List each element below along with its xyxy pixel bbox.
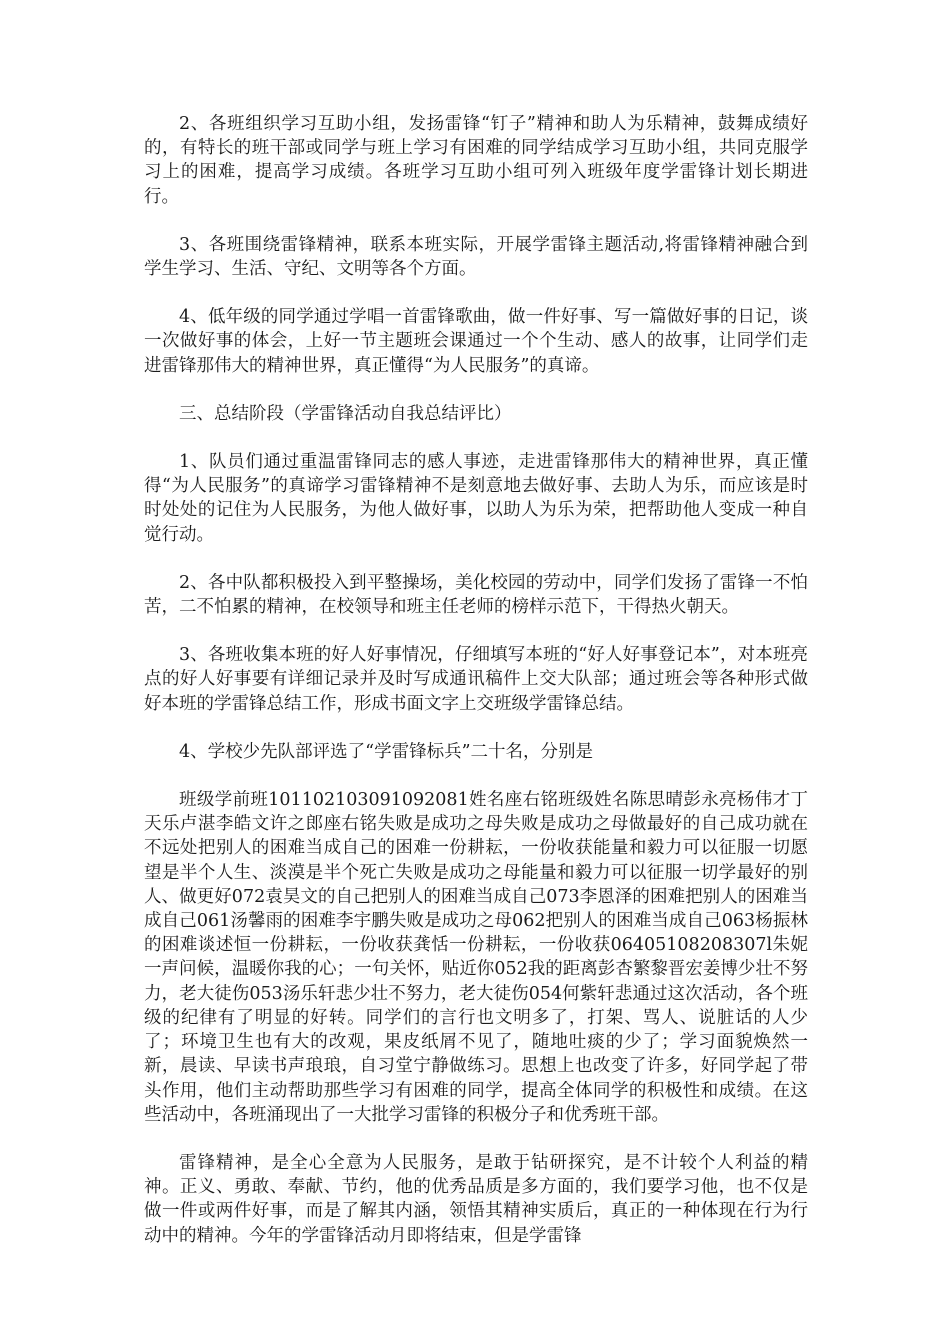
paragraph-model-list: 班级学前班101102103091092081姓名座右铭班级姓名陈思晴彭永亮杨伟才丁天乐卢湛李皓文许之郎座右铭失败是成功之母失败是成功之母做最好的自己成功就在不远处把别人的困难当成自己的困难一份耕耘，一份收获能量和毅力可以征服一切愿望是半个人生、淡漠是半个死亡失败是成功之母能量和毅力可以征服一切学最好的别人、做更好072袁昊文的自己把别人的困难当成自己073李恩泽的困难把别人的困难当成自己061汤馨雨的困难李宇鹏失败是成功之母062把别人的困难当成自己063杨振林的困难谈述恒一份耕耘，一份收获龚恬一份耕耘，一份收获06405108208307l朱妮一声问候，温暖你我的心；一句关怀，贴近你052我的距离彭杏繁黎晋宏姜博少壮不努力，老大徒伤053汤乐轩悲少壮不努力，老大徒伤054何紫轩悲通过这次活动，各个班级的纪律有了明显的好转。同学们的言行也文明多了，打架、骂人、说脏话的人少了；环境卫生也有大的改观，果皮纸屑不见了，随地吐痰的少了；学习面貌焕然一新，晨读、早读书声琅琅，自习堂宁静做练习。思想上也改变了许多，好同学起了带头作用，他们主动帮助那些学习有困难的同学，提高全体同学的积极性和成绩。在这些活动中，各班涌现出了一大批学习雷锋的积极分子和优秀班干部。 bbox=[144, 790, 808, 1125]
paragraph-lower-grades: 4、低年级的同学通过学唱一首雷锋歌曲，做一件好事、写一篇做好事的日记，谈一次做好事的体会，上好一节主题班会课通过一个个生动、感人的故事，让同学们走进雷锋那伟大的精神世界，真正懂得“为人民服务”的真谛。 bbox=[144, 307, 808, 376]
document-body bbox=[144, 112, 808, 1272]
section-heading-summary-stage: 三、总结阶段（学雷锋活动自我总结评比） bbox=[179, 403, 512, 424]
paragraph-study-groups: 2、各班组织学习互助小组，发扬雷锋“钉子”精神和助人为乐精神，鼓舞成绩好的，有特长的班干部或同学与班上学习有困难的同学结成学习互助小组，共同克服学习上的困难，提高学习成绩。各班学习互助小组可列入班级年度学雷锋计划长期进行。 bbox=[144, 114, 808, 207]
paragraph-summary-1: 1、队员们通过重温雷锋同志的感人事迹，走进雷锋那伟大的精神世界，真正懂得“为人民服务”的真谛学习雷锋精神不是刻意地去做好事、去助人为乐，而应该是时时处处的记住为人民服务，为他人做好事，以助人为乐为荣，把帮助他人变成一种自觉行动。 bbox=[144, 452, 808, 545]
paragraph-lei-feng-spirit: 雷锋精神，是全心全意为人民服务，是敢于钻研探究，是不计较个人利益的精神。正义、勇敢、奉献、节约，他的优秀品质是多方面的，我们要学习他，也不仅是做一件或两件好事，而是了解其内涵，领悟其精神实质后，真正的一种体现在行为行动中的精神。今年的学雷锋活动月即将结束，但是学雷锋 bbox=[144, 1152, 808, 1246]
paragraph-theme-activities: 3、各班围绕雷锋精神，联系本班实际，开展学雷锋主题活动,将雷锋精神融合到学生学习、生活、守纪、文明等各个方面。 bbox=[144, 234, 808, 280]
paragraph-summary-3: 3、各班收集本班的好人好事情况，仔细填写本班的“好人好事登记本”，对本班亮点的好人好事要有详细记录并及时写成通讯稿件上交大队部；通过班会等各种形式做好本班的学雷锋总结工作，形成书面文字上交班级学雷锋总结。 bbox=[144, 645, 808, 714]
paragraph-summary-2: 2、各中队都积极投入到平整操场，美化校园的劳动中，同学们发扬了雷锋一不怕苦，二不怕累的精神，在校领导和班主任老师的榜样示范下，干得热火朝天。 bbox=[144, 572, 808, 618]
paragraph-summary-4: 4、学校少先队部评选了“学雷锋标兵”二十名，分别是 bbox=[179, 741, 594, 762]
